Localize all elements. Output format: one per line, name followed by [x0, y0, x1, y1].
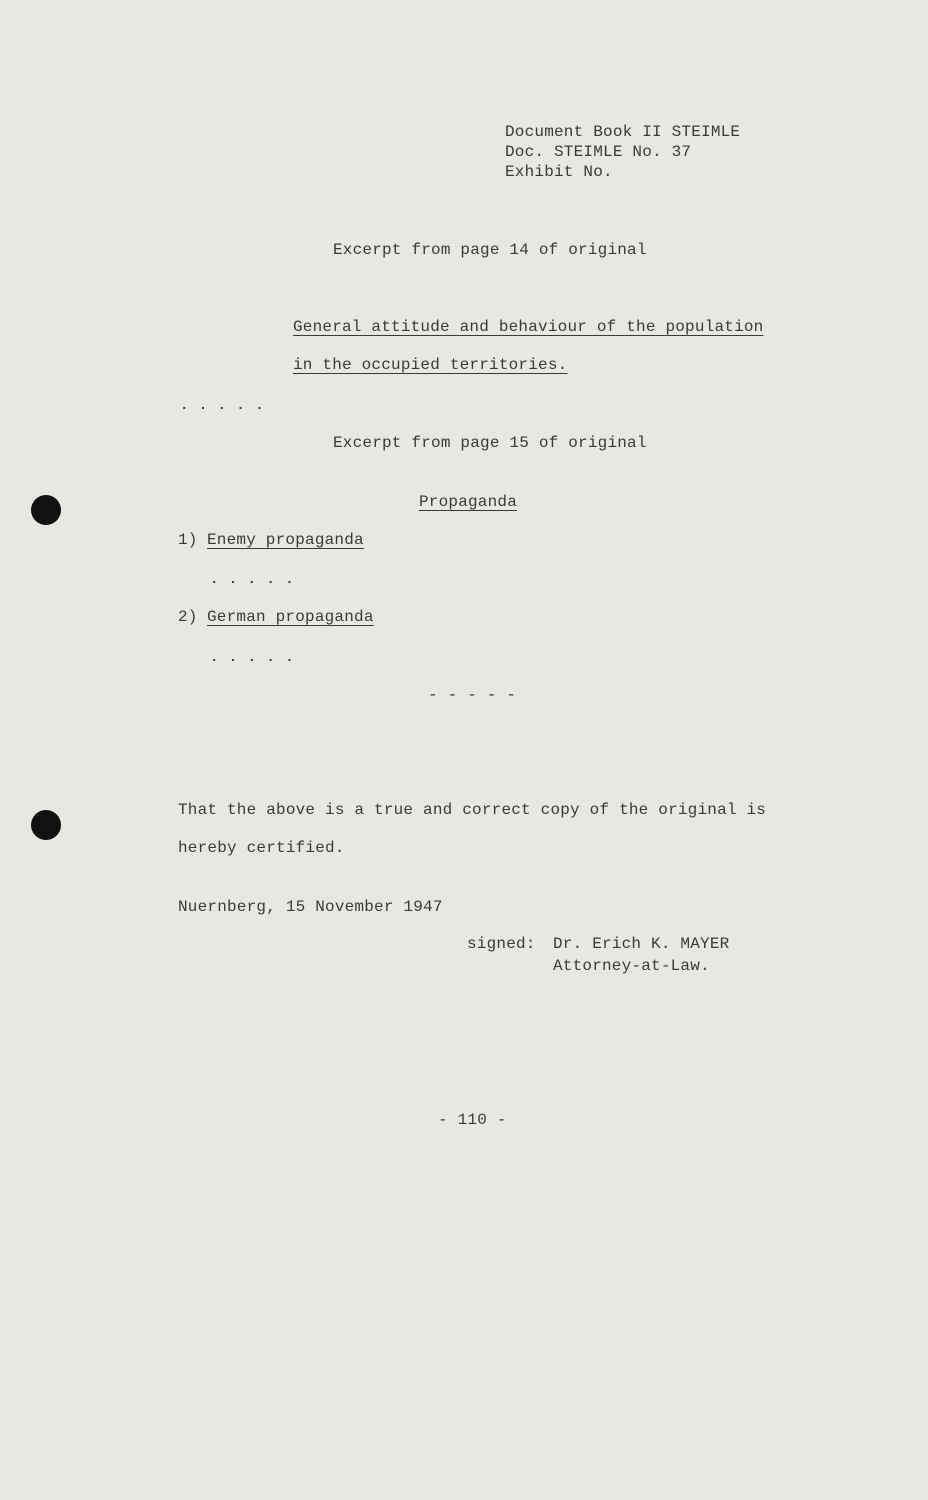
excerpt-page-14: Excerpt from page 14 of original [333, 241, 647, 259]
ellipsis-1: . . . . . [180, 398, 265, 414]
punch-hole-top [31, 495, 61, 525]
signer-title: Attorney-at-Law. [553, 957, 710, 975]
heading-line-1: General attitude and behaviour of the population [293, 318, 764, 336]
signed-label: signed: [467, 935, 536, 953]
punch-hole-bottom [31, 810, 61, 840]
place-date: Nuernberg, 15 November 1947 [178, 898, 443, 916]
separator-dashes: - - - - - [428, 686, 517, 704]
doc-book-line: Document Book II STEIMLE [505, 123, 741, 141]
section-title: Propaganda [419, 493, 518, 511]
item-1-label: Enemy propaganda [207, 531, 364, 549]
doc-number-line: Doc. STEIMLE No. 37 [505, 143, 692, 161]
exhibit-line: Exhibit No. [505, 163, 613, 181]
ellipsis-3: . . . . . [210, 650, 295, 666]
item-2-label: German propaganda [207, 608, 374, 626]
signer-name: Dr. Erich K. MAYER [553, 935, 730, 953]
excerpt-page-15: Excerpt from page 15 of original [333, 434, 647, 452]
page-number: - 110 - [438, 1111, 507, 1129]
ellipsis-2: . . . . . [210, 572, 295, 588]
certification-line-1: That the above is a true and correct copy of the original is [178, 801, 767, 819]
heading-line-2: in the occupied territories. [293, 356, 568, 374]
item-1-number: 1) [178, 531, 198, 549]
item-2-number: 2) [178, 608, 198, 626]
certification-line-2: hereby certified. [178, 839, 345, 857]
